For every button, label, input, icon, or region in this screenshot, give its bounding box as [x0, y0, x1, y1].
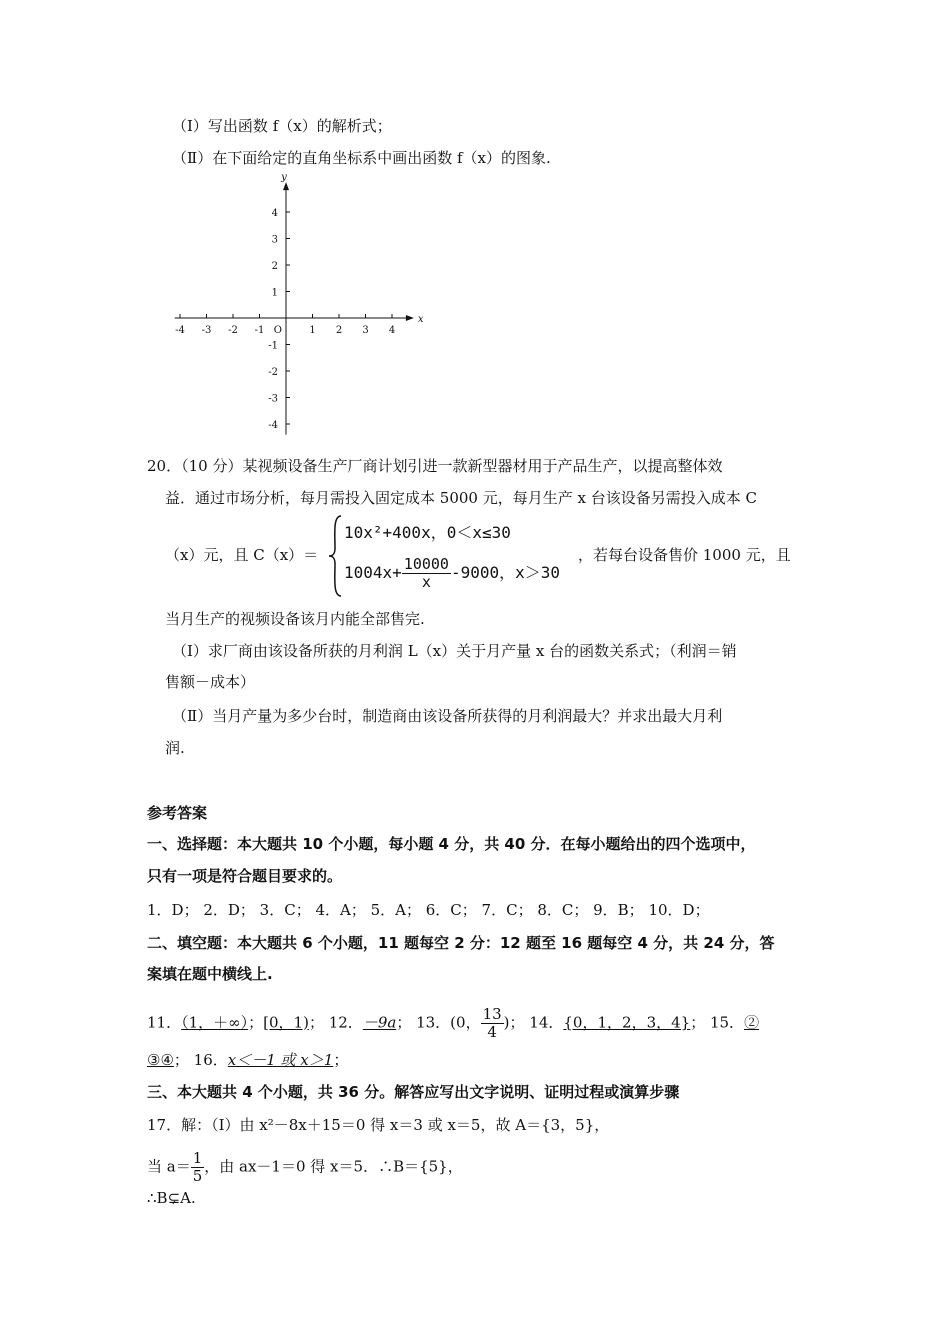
- x-tick-label: -1: [254, 325, 265, 336]
- y-tick-label: -1: [268, 340, 278, 352]
- x-tick-label: 1: [309, 325, 316, 336]
- section2-line1: 二、填空题：本大题共 6 个小题，11 题每空 2 分：12 题至 16 题每空 4 分，共 24 分，答: [147, 934, 775, 952]
- x-axis-arrow: [406, 315, 414, 321]
- x-tick-label: 2: [335, 325, 343, 336]
- y-axis-label: y: [281, 172, 287, 184]
- coordinate-grid: [160, 172, 430, 447]
- a15-answer-part2: ③④: [147, 1051, 174, 1069]
- q19-part1: （Ⅰ）写出函数 f（x）的解析式；: [172, 117, 392, 135]
- solution17-line1: 17．解：（Ⅰ）由 x²－8x＋15＝0 得 x＝3 或 x＝5，故 A＝{3，5}，: [147, 1116, 610, 1134]
- y-axis-arrow: [283, 182, 289, 190]
- a11-sep: ；: [248, 1013, 264, 1032]
- solution17-line2: [147, 1150, 463, 1185]
- a16-answer: x＜－1 或 x＞1: [227, 1051, 334, 1069]
- fill-answers-row: [147, 1006, 759, 1041]
- a12-label: ； 12．: [308, 1013, 363, 1032]
- case2-right: -9000，x＞30: [450, 563, 561, 582]
- q20-line1: 20．（10 分）某视频设备生产厂商计划引进一款新型器材用于产品生产，以提高整体效: [147, 457, 723, 475]
- a14-label: ； 14．: [509, 1013, 564, 1032]
- q20-line4: 当月生产的视频设备该月内能全部售完.: [165, 610, 425, 628]
- s17-denominator: 5: [192, 1167, 203, 1185]
- a13-denominator: 4: [487, 1023, 497, 1041]
- section3-heading: 三、本大题共 4 个小题，共 36 分。解答应写出文字说明、证明过程或演算步骤: [147, 1083, 680, 1101]
- a11-answer2: [0，1): [263, 1013, 309, 1032]
- section2-line2: 案填在题中横线上.: [147, 965, 273, 983]
- s17-post: ，由 ax－1＝0 得 x＝5．∴B＝{5}，: [204, 1157, 463, 1176]
- q20-line3-left: （x）元，且 C（x）＝: [165, 546, 319, 564]
- piecewise-case2: [344, 556, 560, 591]
- q19-part2: （Ⅱ）在下面给定的直角坐标系中画出函数 f（x）的图象.: [172, 149, 551, 167]
- piecewise-case1: 10x²+400x，0＜x≤30: [344, 523, 511, 542]
- y-tick-label: -4: [268, 420, 278, 431]
- case2-left: 1004x+: [344, 563, 402, 582]
- y-tick-label: 3: [271, 234, 278, 246]
- y-tick-label: 4: [271, 208, 278, 219]
- s17-numerator: 1: [192, 1149, 203, 1167]
- a13-fraction: [481, 1006, 504, 1041]
- fill-answers-row2: [147, 1050, 348, 1070]
- section1-line1: 一、选择题：本大题共 10 个小题，每小题 4 分，共 40 分．在每小题给出的四个选项中，: [147, 835, 756, 853]
- s17-fraction: [191, 1150, 205, 1185]
- q20-line7: （Ⅱ）当月产量为多少台时，制造商由该设备所获得的月利润最大？并求出最大月利: [172, 707, 723, 725]
- a15-label: ； 15．: [690, 1013, 745, 1032]
- y-tick-label: -2: [268, 367, 278, 378]
- x-tick-label: -3: [201, 325, 212, 336]
- a16-end: ；: [333, 1051, 349, 1069]
- q20-line2: 益．通过市场分析，每月需投入固定成本 5000 元，每月生产 x 台该设备另需投入成本 C: [165, 489, 757, 507]
- a16-label: ； 16．: [173, 1051, 228, 1069]
- case2-fraction: [402, 556, 451, 591]
- a13-left: (0，: [450, 1013, 481, 1032]
- a14-answer: {0，1，2，3，4}: [563, 1013, 691, 1032]
- piecewise-brace: [327, 514, 343, 598]
- case2-denominator: x: [421, 573, 431, 591]
- q20-line3-right: ，若每台设备售价 1000 元，且: [578, 546, 791, 564]
- y-tick-label: -3: [268, 393, 278, 405]
- a13-label: ； 13．: [396, 1013, 451, 1032]
- choice-answers: 1．D； 2．D； 3．C； 4．A； 5．A； 6．C； 7．C； 8．C； 9．B； 10．D；: [147, 901, 710, 919]
- q20-line5: （Ⅰ）求厂商由该设备所获的月利润 L（x）关于月产量 x 台的函数关系式；（利润＝销: [172, 642, 737, 660]
- a13-right: ): [503, 1013, 510, 1032]
- x-axis-label: x: [417, 314, 424, 325]
- a15-answer-part1: ②: [744, 1013, 760, 1032]
- x-tick-label: 3: [362, 325, 369, 336]
- x-tick-label: 4: [388, 325, 396, 336]
- x-tick-label: -2: [228, 325, 238, 336]
- x-tick-label: -4: [175, 325, 185, 336]
- y-tick-label: 2: [271, 261, 278, 272]
- a11-label: 11．: [147, 1013, 182, 1032]
- origin-label: O: [273, 325, 282, 336]
- answers-heading: 参考答案: [147, 804, 208, 822]
- a13-numerator: 13: [482, 1005, 502, 1023]
- q20-line6: 售额－成本）: [165, 673, 256, 691]
- a12-answer: －9a: [362, 1013, 397, 1032]
- y-tick-label: 1: [271, 287, 278, 299]
- a11-answer1: （1，＋∞）: [181, 1013, 249, 1032]
- case2-numerator: 10000: [403, 555, 449, 573]
- s17-pre: 当 a＝: [147, 1157, 191, 1176]
- solution17-line3: ∴B⊊A.: [147, 1189, 196, 1207]
- q20-line8: 润.: [165, 739, 185, 757]
- section1-line2: 只有一项是符合题目要求的。: [147, 867, 343, 885]
